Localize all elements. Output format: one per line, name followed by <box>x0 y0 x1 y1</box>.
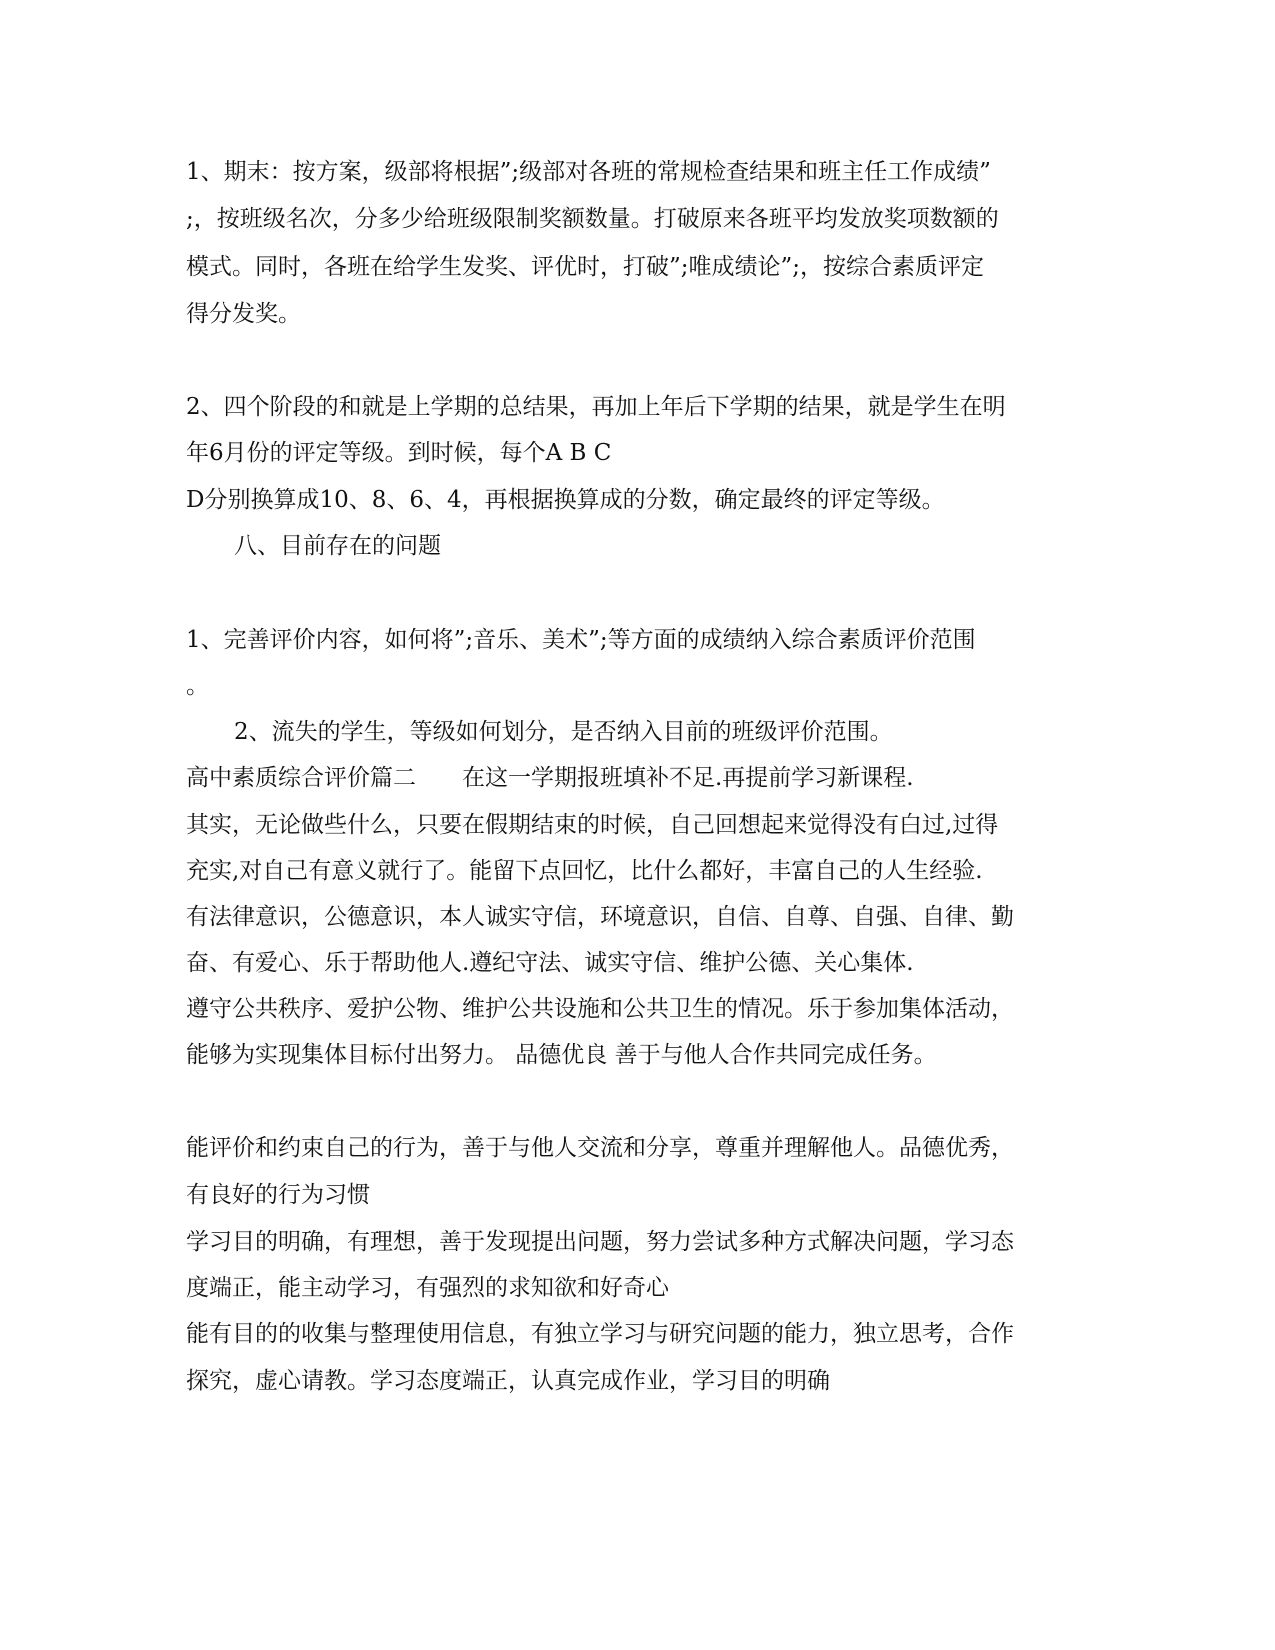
text-line: 年6月份的评定等级。到时候，每个A B C <box>186 440 612 466</box>
text-line: 遵守公共秩序、爱护公物、维护公共设施和公共卫生的情况。乐于参加集体活动， <box>186 996 1014 1022</box>
text-line: ;，按班级名次，分多少给班级限制奖额数量。打破原来各班平均发放奖项数额的 <box>186 206 999 232</box>
text-line: D分别换算成10、8、6、4，再根据换算成的分数，确定最终的评定等级。 <box>186 487 945 513</box>
text-line: 度端正，能主动学习，有强烈的求知欲和好奇心 <box>186 1275 669 1301</box>
text-line: 2、四个阶段的和就是上学期的总结果，再加上年后下学期的结果，就是学生在明 <box>186 394 1006 420</box>
text-line: 充实,对自己有意义就行了。能留下点回忆，比什么都好，丰富自己的人生经验. <box>186 858 983 884</box>
text-line: 能够为实现集体目标付出努力。 品德优良 善于与他人合作共同完成任务。 <box>186 1042 937 1068</box>
text-line: 得分发奖。 <box>186 301 301 327</box>
text-line: 学习目的明确，有理想，善于发现提出问题，努力尝试多种方式解决问题，学习态 <box>186 1229 1014 1255</box>
text-line: 能评价和约束自己的行为，善于与他人交流和分享，尊重并理解他人。品德优秀， <box>186 1135 1014 1161</box>
text-line: 能有目的的收集与整理使用信息，有独立学习与研究问题的能力，独立思考，合作 <box>186 1321 1014 1347</box>
text-line: 有良好的行为习惯 <box>186 1182 370 1208</box>
text-line: 奋、有爱心、乐于帮助他人.遵纪守法、诚实守信、维护公德、关心集体. <box>186 950 914 976</box>
text-line: 有法律意识，公德意识，本人诚实守信，环境意识，自信、自尊、自强、自律、勤 <box>186 904 1014 930</box>
text-line: 其实，无论做些什么，只要在假期结束的时候，自己回想起来觉得没有白过,过得 <box>186 812 999 838</box>
text-line: 。 <box>186 673 209 699</box>
text-line: 探究，虚心请教。学习态度端正，认真完成作业，学习目的明确 <box>186 1368 830 1394</box>
article-title-line: 高中素质综合评价篇二 在这一学期报班填补不足.再提前学习新课程. <box>186 765 914 791</box>
text-line: 2、流失的学生，等级如何划分，是否纳入目前的班级评价范围。 <box>234 719 893 745</box>
section-heading: 八、目前存在的问题 <box>234 533 441 559</box>
text-line: 模式。同时，各班在给学生发奖、评优时，打破”;唯成绩论”;，按综合素质评定 <box>186 254 985 280</box>
text-line: 1、期末：按方案，级部将根据”;级部对各班的常规检查结果和班主任工作成绩” <box>186 159 991 185</box>
text-line: 1、完善评价内容，如何将”;音乐、美术”;等方面的成绩纳入综合素质评价范围 <box>186 627 976 653</box>
